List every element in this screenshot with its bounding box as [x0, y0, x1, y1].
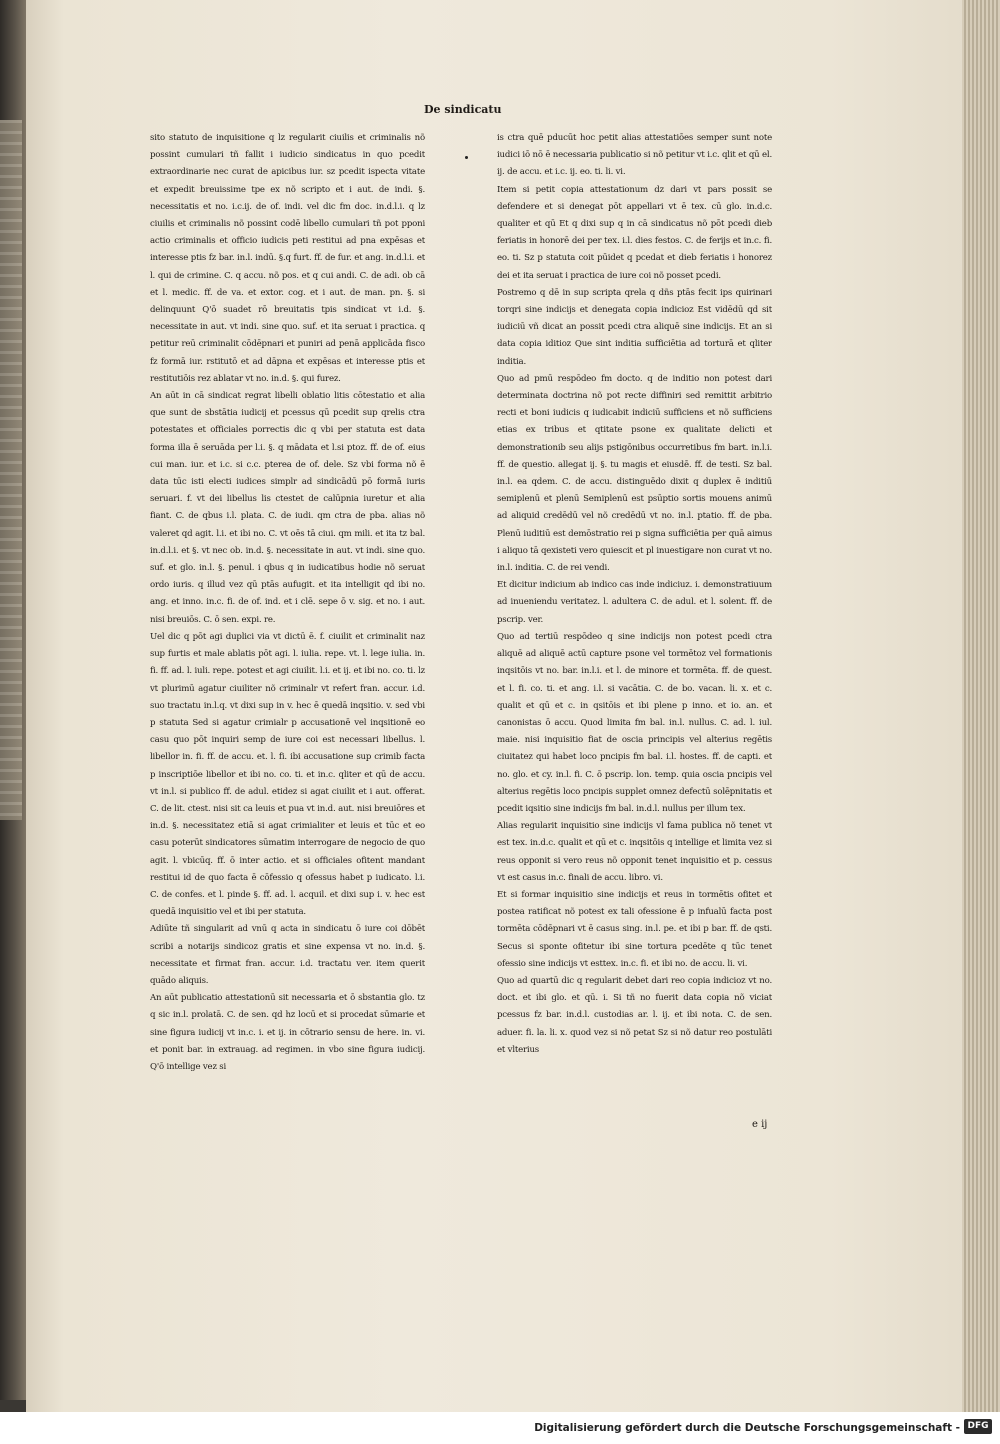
paragraph: Adiūte tñ singularit ad vnū q acta in sindicatu ō iure coi dōbēt scribi a notarijs sindicoz gratis et sine expensa vt no. in.d. §. necessitate et firmat fran. accur. i.d. tractatu ver. item querit quādo aliquis.: [150, 924, 425, 986]
paragraph: Et si formar inquisitio sine indicijs et reus in tormētis ofitet et postea ratificat nõ potest ex tali ofessione ē p infualū facta post tormēta cōdēpnari vt ē casus sing. in.l. pe. et ibi p bar. ff. de qsti. Secus si sponte ofitetur ibi sine tortura pcedēte q tūc tenet ofessio sine indicijs vt esttex. in.c. fi. et ibi no. de accu. li. vi.: [497, 889, 772, 969]
page-stack-edge: [962, 0, 1000, 1412]
funding-credit: Digitalisierung gefördert durch die Deutsche Forschungsgemeinschaft -: [534, 1422, 960, 1434]
paragraph: Quo ad pmū respōdeo fm docto. q de inditio non potest dari determinata doctrina nõ pot recte diffiniri sed remittit arbitrio recti et boni iudicis q iudicabit indiciū sufficiens et nõ sufficiens etias ex tribus et qtitate psone ex qualitate delicti et demonstrationib seu alijs pstigōnibus occurretibus fm bart. in.l.i. ff. de questio. allegat ij. §. tu magis et eiusdē. ff. de testi. Sz bal. in.l. ea qdem. C. de accu. distinguēdo dixit q duplex ē inditiū semiplenū et plenū Semiplenū est psūptio sortis mouens animū ad aliquid credēdū vel nõ credēdū vt no. in.l. ptatio. ff. de pba. Plenū iuditiū est demōstratio rei p signa sufficiētia per quā aimus i aliquo tā qexisteti vero quiescit et pl inuestigare non curat vt no. in.l. inditia. C. de rei vendi.: [497, 373, 772, 574]
paragraph: Quo ad quartū dic q regularit debet dari reo copia indicioz vt no. doct. et ibi glo. et qū. i. Si tñ no fuerit data copia nõ viciat pcessus fz bar. in.d.l. custodias ar. l. ij. et ibi nota. C. de sen. aduer. fi. la. li. x. quod vez si nõ petat Sz si nõ datur reo postulāti et vlterius: [497, 975, 772, 1055]
facing-page-edge: [0, 120, 22, 820]
paragraph: Item si petit copia attestationum dz dari vt pars possit se defendere et si denegat pōt appellari vt ē tex. cū glo. in.d.c. qualiter et qū Et q dixi sup q in cā sindicatus nõ pōt pcedi dieb feriatis in honorē dei per tex. i.l. dies festos. C. de ferijs et in.c. fi. eo. ti. Sz p statuta coit pūidet q pcedat et dieb feriatis i honorez dei et ita seruat i practica de iure coi nõ posset pcedi.: [497, 184, 772, 281]
paragraph: An aūt publicatio attestationū sit necessaria et ō sbstantia glo. tz q sic in.l. prolatā. C. de sen. qd hz locū et si procedat sūmarie et sine figura iudicij vt in.c. i. et ij. in cōtrario sensu de here. in. vi. et ponit bar. in extrauag. ad regimen. in vbo sine figura iudicij. Q'ō intellige vez si: [150, 993, 425, 1072]
right-text-column: [497, 130, 772, 1120]
paragraph: An aūt in cā sindicat regrat libelli oblatio litis cōtestatio et alia que sunt de sbstātia iudicij et pcessus qū pcedit sup qrelis ctra potestates et officiales porrectis dic q vbi per statuta est data forma illa ē seruāda per l.i. §. q mādata et l.si ptoz. ff. de of. eius cui man. iur. et i.c. si c.c. pterea de of. dele. Sz vbi forma nõ ē data tūc isti electi iudices simplr ad sindicādū pō formā iuris seruari. f. vt dei libellus lis ctestet de calūpnia iuretur et alia fiant. C. de qbus i.l. plata. C. de iudi. qm ctra de pba. alias nõ valeret qd agit. l.i. et ibi no. C. vt oēs tā ciui. qm mili. et ita tz bal. in.d.l.i. et §. vt nec ob. in.d. §. necessitate in aut. vt indi. sine quo. suf. et glo. in.l. §. penul. i qbus q in iudicatibus hodie nõ seruat ordo iuris. q illud vez qū ptās aufugit. et ita intelligit qd ibi no. ang. et inno. in.c. fi. de of. ind. et i clē. sepe ō v. sig. et no. i aut. nisi breuiōs. C. ō sen. expi. re.: [150, 391, 425, 625]
paragraph: is ctra quē pducūt hoc petit alias attestatiōes semper sunt note iudici iō nō ē necessaria publicatio si nõ petitur vt i.c. qlit et qū el. ij. de accu. et i.c. ij. eo. ti. li. vi.: [497, 133, 772, 178]
ink-dot: [465, 156, 468, 159]
left-text-column: [150, 130, 425, 1122]
paragraph: Et dicitur indicium ab indico cas inde indiciuz. i. demonstratiuum ad inueniendu veritatez. l. adultera C. de adul. et l. solent. ff. de pscrip. ver.: [497, 580, 772, 625]
running-title: De sindicatu: [424, 103, 502, 116]
dfg-logo: DFG: [964, 1419, 992, 1434]
paragraph: Quo ad tertiū respōdeo q sine indicijs non potest pcedi ctra aliquē ad aliquē actū capture psone vel tormētoz vel formationis inqsitōis vt no. bar. in.l.i. et l. de minore et tormēta. ff. de quest. et l. fi. co. ti. et ang. i.l. si vacātia. C. de bo. vacan. li. x. et c. qualit et qū et c. in qsitōis et ibi plene p inno. et io. an. et canonistas ō accu. Quod limita fm bal. in.l. nullus. C. ad. l. iul. maie. nisi inquisitio fiat de oscia principis vel alterius regētis ciuitatez qui habet loco pncipis fm bal. i.l. hostes. ff. de capti. et no. glo. et cy. in.l. fi. C. ō pscrip. lon. temp. quia oscia pncipis vel alterius regētis loco pncipis supplet omnez defectū solēpnitatis et pcedit iqsitio sine indicijs fm bal. in.d.l. nullus per illum tex.: [497, 631, 772, 814]
paragraph: sito statuto de inquisitione q lz regularit ciuilis et criminalis nõ possint cumulari tñ fallit i iudicio sindicatus in quo pcedit extraordinarie nec curat de apicibus iur. sz pcedit ispecta vitate et expedit breuissime tpe ex nõ scripto et i aut. de indi. §. necessitatis et no. i.c.ij. de of. indi. vel dic fm doc. in.d.l.i. q lz ciuilis et criminalis nõ possint codē libello cumulari tñ pot pponi actio criminalis et officio iudicis peti restitui ad pna expēsas et interesse ptis fz bar. in.l. indū. §.q furt. ff. de fur. et ang. in.d.l.i. et l. qui de crimine. C. q accu. nõ pos. et q cui andi. C. de adi. ob cā et l. medic. ff. de va. et extor. cog. et i aut. de man. pn. §. si delinquunt Q'ō suadet rō breuitatis tpis sindicat vt i.d. §. necessitate in aut. vt indi. sine quo. suf. et ita seruat i practica. q petitur reū criminalit cōdēpnari et puniri ad penā applicāda fisco fz formā iur. rstitutō et ad dāpna et expēsas et interesse ptis et restitutiōis rez ablatar vt no. in.d. §. qui furez.: [150, 133, 425, 384]
paragraph: Alias regularit inquisitio sine indicijs vl fama publica nõ tenet vt est tex. in.d.c. qualit et qū et c. inqsitōis q intellige et limita vez si reus opponit si vero reus nõ opponit tenet inquisitio et p. cessus vt est casus in.c. finali de accu. libro. vi.: [497, 821, 772, 883]
paragraph: Uel dic q pōt agi duplici via vt dictū ē. f. ciuilit et criminalit naz sup furtis et male ablatis pōt agi. l. iulia. repe. vt. l. lege iulia. in. fi. ff. ad. l. iuli. repe. potest et agi ciuilit. l.i. et ij. et ibi no. co. ti. lz vt plurimū agatur ciuiliter nõ criminalr vt refert fran. accur. i.d. suo tractatu in.l.q. vt dixi sup in v. hec ē quedā inqsitio. v. sed vbi p statuta Sed si agatur crimialr p accusationē vel inqsitionē eo casu quo pōt inquiri semp de iure coi est necessari libellus. l. libellor in. fi. ff. de accu. et. l. fi. ibi accusatione sup crimib facta p inscriptiōe libellor et ibi no. co. ti. et in.c. qliter et qū de accu. vt in.l. si publico ff. de adul. etidez si agat ciuilit et i aut. offerat. C. de lit. ctest. nisi sit ca leuis et pua vt in.d. aut. nisi breuiōres et in.d. §. necessitatez etiā si agat crimialiter et leuis et tūc et eo casu poterūt sindicatores sūmatim interrogare de negocio de quo agit. l. vbicūq. ff. ō inter actio. et si officiales ofitent mandant restitui id de quo facta ē cōfessio q ofessus habet p iudicato. l.i. C. de confes. et l. pinde §. ff. ad. l. acquil. et dixi sup i. v. hec est quedā inquisitio vel et ibi per statuta.: [150, 631, 425, 918]
signature-mark: e ij: [752, 1119, 768, 1130]
paragraph: Postremo q dē in sup scripta qrela q dñs ptās fecit ips quirinari torqri sine indicijs et denegata copia indicioz Est vidēdū qd sit iudiciū vñ dicat an possit pcedi ctra aliquē sine indicijs. Et an si data copia iditioz Que sint inditia sufficiētia ad torturā et qliter inditia.: [497, 287, 772, 367]
